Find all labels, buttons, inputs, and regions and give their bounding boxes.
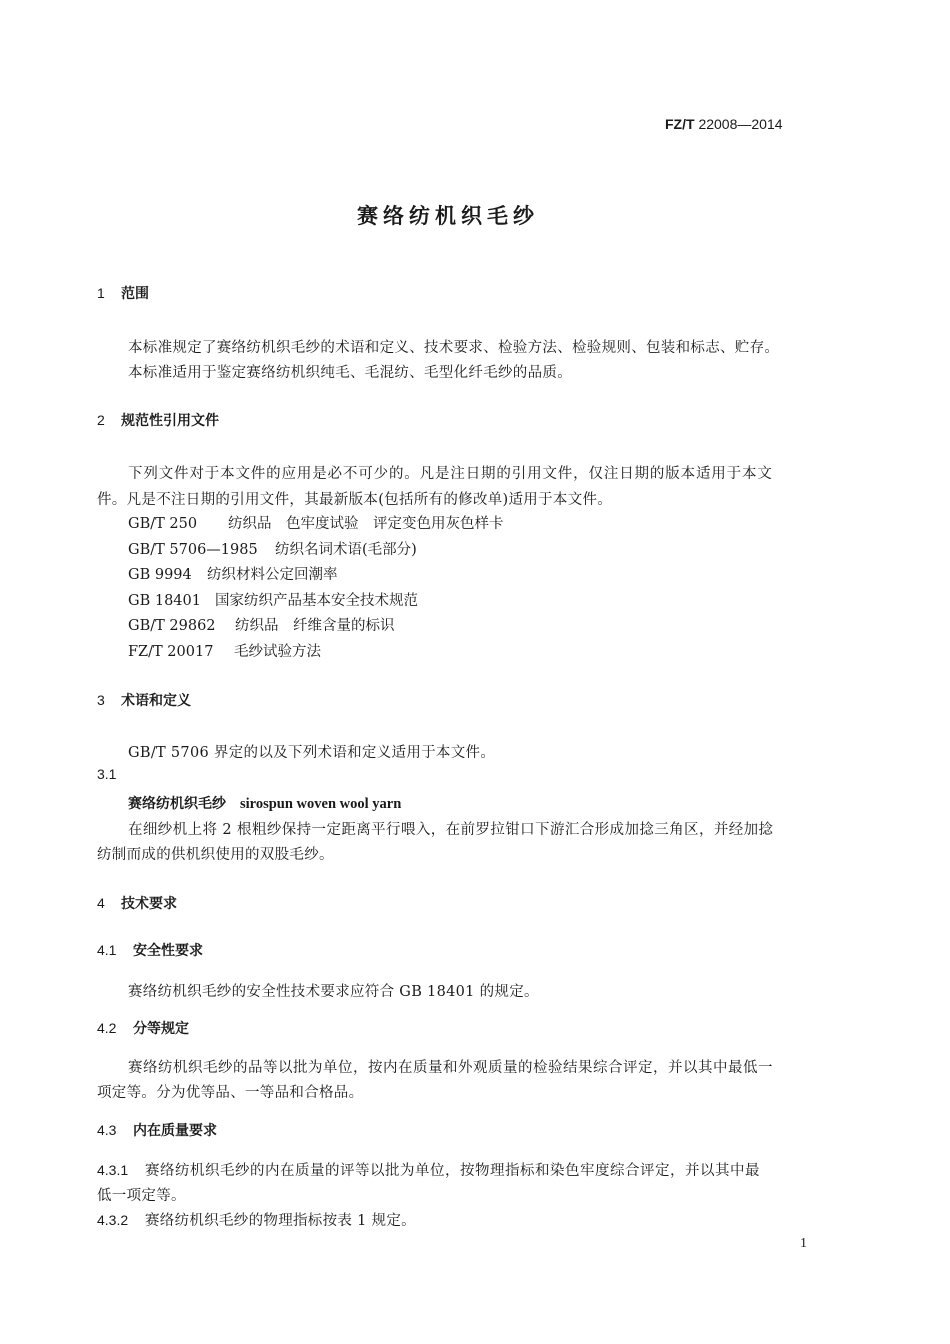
subsection-number: 4.3 — [97, 1122, 117, 1138]
reference-code: GB/T 29862 — [128, 618, 216, 634]
clause-number: 4.3.2 — [97, 1212, 129, 1228]
standard-code — [665, 116, 783, 132]
section-number: 1 — [97, 285, 105, 301]
section-1-paragraph-2: 本标准适用于鉴定赛络纺机织纯毛、毛混纺、毛型化纤毛纱的品质。 — [128, 365, 572, 381]
section-1-heading — [97, 283, 149, 303]
section-1-paragraph-1: 本标准规定了赛络纺机织毛纱的术语和定义、技术要求、检验方法、检验规则、包装和标志、贮存。 — [128, 340, 780, 356]
section-4-heading — [97, 893, 177, 913]
reference-item — [128, 589, 418, 610]
reference-title: 纺织名词术语(毛部分) — [275, 542, 417, 558]
section-3-paragraph: GB/T 5706 界定的以及下列术语和定义适用于本文件。 — [128, 745, 496, 761]
section-number: 2 — [97, 412, 105, 428]
reference-code: GB/T 5706—1985 — [128, 542, 258, 558]
clause-number: 4.3.1 — [97, 1162, 129, 1178]
standard-code-prefix: FZ/T — [665, 116, 695, 132]
reference-title: 纺织品 纤维含量的标识 — [235, 618, 395, 634]
section-title: 规范性引用文件 — [121, 413, 219, 429]
subsection-4-1-paragraph: 赛络纺机织毛纱的安全性技术要求应符合 GB 18401 的规定。 — [128, 984, 539, 1000]
section-title: 范围 — [121, 286, 149, 302]
page-number: 1 — [800, 1236, 807, 1251]
subsection-4-3-heading — [97, 1120, 217, 1140]
term-definition-line-2: 纺制而成的供机织使用的双股毛纱。 — [97, 847, 334, 863]
term-definition-line-1: 在细纱机上将 2 根粗纱保持一定距离平行喂入，在前罗拉钳口下游汇合形成加捻三角区，并经加捻 — [128, 822, 774, 838]
subsection-4-2-paragraph-line-2: 项定等。分为优等品、一等品和合格品。 — [97, 1085, 364, 1101]
subsection-4-2-paragraph-line-1: 赛络纺机织毛纱的品等以批为单位，按内在质量和外观质量的检验结果综合评定，并以其中最低一 — [128, 1060, 773, 1076]
clause-4-3-2 — [97, 1209, 416, 1230]
reference-code: FZ/T 20017 — [128, 644, 214, 660]
page-title: 赛络纺机织毛纱 — [357, 204, 539, 228]
reference-title: 纺织材料公定回潮率 — [207, 567, 338, 583]
section-title: 技术要求 — [121, 896, 177, 912]
subsection-4-1-heading — [97, 940, 203, 960]
reference-item — [128, 614, 395, 635]
reference-code: GB 18401 — [128, 593, 201, 609]
clause-text: 赛络纺机织毛纱的内在质量的评等以批为单位，按物理指标和染色牢度综合评定，并以其中最 — [145, 1163, 760, 1179]
reference-code: GB/T 250 — [128, 516, 198, 532]
term-english: sirospun woven wool yarn — [240, 796, 402, 812]
clause-4-3-1-line-2: 低一项定等。 — [97, 1188, 186, 1204]
term-number: 3.1 — [97, 766, 117, 782]
section-number: 4 — [97, 895, 105, 911]
section-3-heading — [97, 690, 191, 710]
subsection-number: 4.1 — [97, 942, 117, 958]
term-chinese: 赛络纺机织毛纱 — [128, 796, 226, 812]
reference-item — [128, 563, 338, 584]
subsection-number: 4.2 — [97, 1020, 117, 1036]
reference-item — [128, 512, 504, 533]
reference-title: 纺织品 色牢度试验 评定变色用灰色样卡 — [228, 516, 504, 532]
reference-item — [128, 538, 417, 559]
clause-4-3-1-line-1 — [97, 1159, 760, 1180]
subsection-title: 内在质量要求 — [133, 1123, 217, 1139]
reference-code: GB 9994 — [128, 567, 192, 583]
reference-title: 国家纺织产品基本安全技术规范 — [215, 593, 418, 609]
reference-item — [128, 640, 321, 661]
section-2-paragraph-line-1: 下列文件对于本文件的应用是必不可少的。凡是注日期的引用文件，仅注日期的版本适用于本文 — [128, 466, 773, 482]
standard-code-number: 22008—2014 — [698, 116, 783, 132]
term-heading — [128, 793, 401, 813]
section-2-paragraph-line-2: 件。凡是不注日期的引用文件，其最新版本(包括所有的修改单)适用于本文件。 — [97, 492, 613, 508]
subsection-4-2-heading — [97, 1018, 189, 1038]
clause-text: 赛络纺机织毛纱的物理指标按表 1 规定。 — [145, 1213, 416, 1229]
subsection-title: 安全性要求 — [133, 943, 203, 959]
section-number: 3 — [97, 692, 105, 708]
section-2-heading — [97, 410, 219, 430]
subsection-title: 分等规定 — [133, 1021, 189, 1037]
section-title: 术语和定义 — [121, 693, 191, 709]
reference-title: 毛纱试验方法 — [234, 644, 321, 660]
